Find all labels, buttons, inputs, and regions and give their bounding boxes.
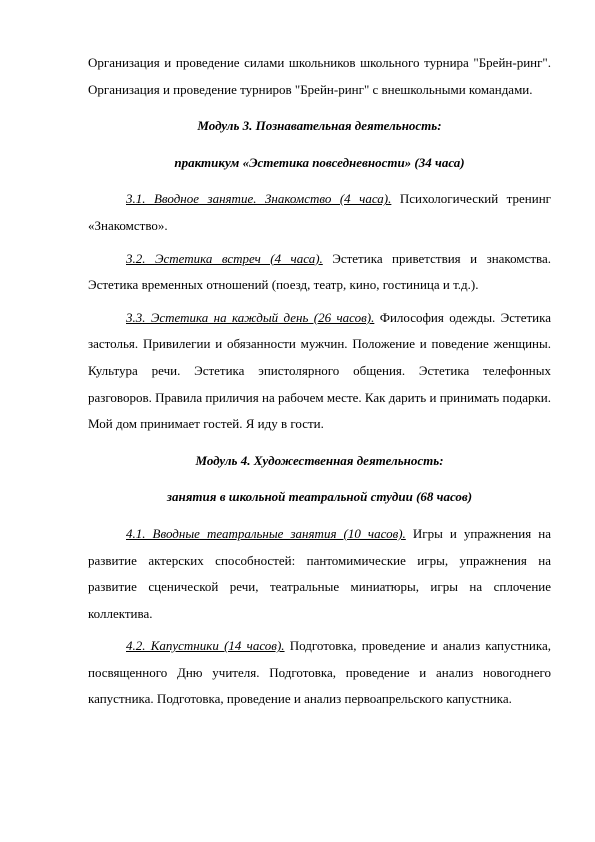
module-3-subtitle: практикум «Эстетика повседневности» (34 часа) bbox=[174, 154, 465, 170]
module-4-title: Модуль 4. Художественная деятельность: bbox=[195, 452, 444, 468]
section-3-2 bbox=[88, 246, 551, 299]
section-3-1-text: Психологический тренинг «Знакомство». bbox=[88, 191, 551, 233]
section-3-2-text: Эстетика приветствия и знакомства. Эстетика временных отношений (поезд, театр, кино, гостиница и т.д.). bbox=[88, 250, 551, 293]
document-body bbox=[88, 50, 551, 713]
module-4-subtitle: занятия в школьной театральной студии (68 часов) bbox=[166, 489, 473, 505]
section-3-3-heading: 3.3. Эстетика на каждый день (26 часов). bbox=[126, 309, 375, 325]
section-3-3-text: Философия одежды. Эстетика застолья. Привилегии и обязанности мужчин. Положение и поведение женщины. Культура речи. Эстетика эпистолярного общения. Эстетика телефонных разговоров. Правила приличия на рабочем месте. Как дарить и принимать подарки. Мой дом принимает гостей. Я иду в гости. bbox=[88, 309, 551, 432]
section-3-1-heading: 3.1. Вводное занятие. Знакомство (4 часа). bbox=[126, 191, 392, 207]
section-4-1 bbox=[88, 521, 551, 627]
section-4-1-heading: 4.1. Вводные театральные занятия (10 часов). bbox=[126, 525, 406, 541]
section-4-2 bbox=[88, 633, 551, 713]
section-3-3 bbox=[88, 305, 551, 438]
section-3-1 bbox=[88, 186, 551, 239]
section-4-1-text: Игры и упражнения на развитие актерских способностей: пантомимические игры, упражнения на развитие сценической речи, театральные миниатюры, игры на сплочение коллектива. bbox=[88, 525, 551, 621]
section-3-2-heading: 3.2. Эстетика встреч (4 часа). bbox=[126, 250, 323, 266]
section-4-2-text: Подготовка, проведение и анализ капустника, посвященного Дню учителя. Подготовка, проведение и анализ новогоднего капустника. Подготовка, проведение и анализ первоапрельского капустника. bbox=[88, 638, 552, 707]
section-4-2-heading: 4.2. Капустники (14 часов). bbox=[126, 638, 285, 654]
paragraph-brain-ring bbox=[88, 50, 551, 103]
module-3-title: Модуль 3. Познавательная деятельность: bbox=[197, 118, 442, 134]
paragraph-brain-ring-text: Организация и проведение силами школьников школьного турнира "Брейн-ринг". Организация и проведение турниров "Брейн-ринг" с внешкольными командами. bbox=[88, 55, 551, 97]
